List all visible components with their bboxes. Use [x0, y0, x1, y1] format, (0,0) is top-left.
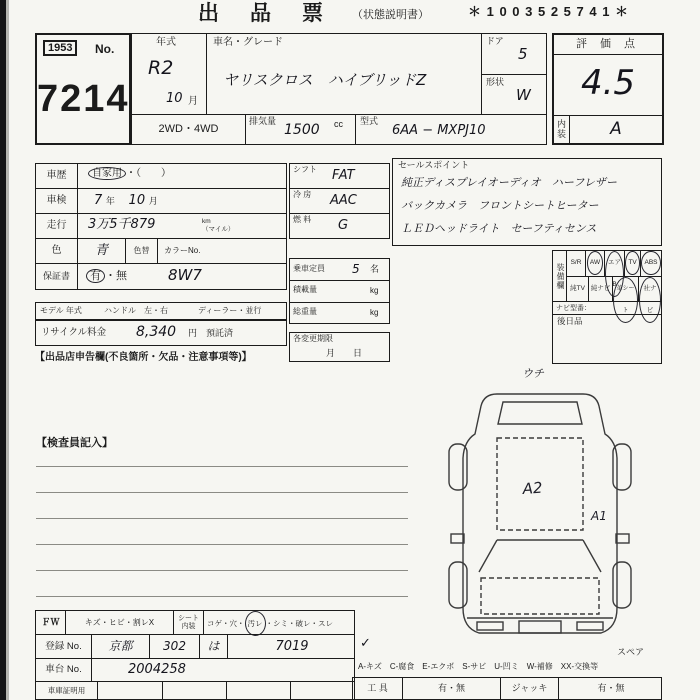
score-label: 評 価 点: [554, 35, 662, 55]
model-type-value: 6AA − MXPJ10: [392, 123, 486, 138]
garage-row: [35, 681, 355, 700]
dealer-label: ディーラー・並行: [198, 306, 262, 315]
inspection-label: 車検: [36, 189, 78, 213]
inspection-month-unit: 月: [148, 196, 158, 206]
equipment-circled: TV: [625, 251, 639, 275]
car-mirror-right: [616, 534, 629, 543]
score-box: [552, 33, 664, 145]
jack-value: 有・無: [597, 683, 625, 693]
load-unit: kg: [370, 286, 379, 295]
equipment-label: 装備欄: [553, 251, 567, 301]
registration-label: 登録 No.: [36, 635, 92, 658]
inspector-line: [36, 518, 408, 519]
car-top-view-diagram: [415, 378, 665, 658]
shape-label: 形状: [486, 77, 505, 87]
chassis-label: 車台 No.: [36, 659, 92, 681]
capacity-divider-1: [290, 280, 389, 281]
registration-kana: は: [200, 635, 228, 658]
form-title: 出 品 票: [198, 2, 328, 25]
change-deadline-value: 月 日: [326, 348, 363, 358]
car-headlight-right: [577, 622, 603, 630]
change-deadline-label: 各変更期限: [293, 334, 333, 343]
recycle-row: [35, 320, 287, 346]
serial-number: ＊ 1 0 0 3 5 2 5 7 4 1 ＊: [468, 4, 630, 19]
equipment-cell: S/R: [567, 251, 586, 276]
ac-value: AAC: [330, 193, 357, 208]
capacity-unit: 名: [370, 264, 380, 274]
sales-line-2: バックカメラ フロントシートヒーター: [401, 199, 599, 212]
equipment-cell: 純ナビ: [589, 277, 613, 302]
capacity-label: 乗車定員: [293, 264, 325, 273]
sales-points-box: [392, 158, 662, 246]
damage-mark-a1: A1: [591, 509, 607, 523]
lot-number: 7214: [37, 78, 130, 120]
mileage-unit-mile: （マイル）: [202, 226, 235, 233]
lot-box: [35, 33, 131, 145]
warranty-circled-value: 有: [86, 269, 105, 283]
garage-cell-divider: [162, 682, 163, 699]
inspection-month: 10: [128, 193, 146, 208]
later-items-label: 後日品: [557, 316, 583, 326]
door-shape-cell: [481, 33, 547, 115]
ac-cell: [289, 188, 390, 214]
door-shape-divider: [482, 74, 546, 75]
warranty-row: [35, 263, 287, 290]
door-value: 5: [518, 45, 528, 63]
equipment-cell: [586, 251, 605, 276]
nav-model-label: ナビ型番：: [556, 305, 591, 312]
equipment-circled: AW: [587, 251, 603, 275]
load-label: 積載量: [293, 285, 317, 294]
grade-label: 車名・グレード: [213, 37, 283, 48]
shift-cell: [289, 163, 390, 189]
color-label: 色: [36, 239, 78, 263]
mileage-row: [35, 213, 287, 239]
fuel-value: G: [338, 218, 349, 233]
garage-cell-divider: [290, 682, 291, 699]
weight-label: 総重量: [293, 307, 317, 316]
tools-row: [352, 677, 662, 700]
color-row: [35, 238, 287, 264]
warranty-rest: ・無: [105, 270, 127, 282]
inspection-row: [35, 188, 287, 214]
inspection-year: 7: [94, 193, 103, 208]
history-value: [88, 167, 171, 180]
year-month-unit: 月: [188, 96, 198, 107]
model-type-label: 型式: [360, 116, 379, 126]
car-windshield: [479, 540, 601, 572]
car-wheel-front-right: [613, 562, 631, 608]
car-rear-window: [498, 402, 582, 424]
jack-label: ジャッキ: [501, 678, 559, 699]
seat-items-pre: コゲ・穴・: [207, 619, 245, 628]
ac-label: 冷 房: [293, 190, 312, 199]
fuel-cell: [289, 213, 390, 239]
year-month-value: 10: [166, 91, 183, 106]
displacement-cell: [245, 114, 356, 145]
equipment-cell: [625, 251, 641, 276]
history-rest: ・（ ）: [126, 168, 171, 179]
capacity-divider-2: [290, 302, 389, 303]
seat-item-circled: 汚レ: [245, 611, 266, 636]
fw-label: ＦＷ: [36, 611, 66, 634]
lot-stamp: 1953: [43, 40, 77, 56]
inspector-section-label: 【検査員記入】: [36, 437, 113, 449]
weight-unit: kg: [370, 308, 379, 317]
door-label: ドア: [486, 36, 504, 46]
declaration-label: 【出品店申告欄(不良箇所・欠品・注意事項等)】: [35, 352, 252, 363]
equipment-circled: エアB: [605, 251, 624, 297]
equipment-circled: ABS: [641, 251, 660, 275]
equipment-cell: [639, 277, 661, 314]
grade-value: ヤリスクロス ハイブリッドZ: [223, 71, 427, 89]
car-mirror-left: [451, 534, 464, 543]
color-no-label: カラーNo.: [164, 246, 201, 255]
model-type-cell: [355, 114, 547, 145]
sales-line-3: ＬＥＤヘッドライト セーフティセンス: [401, 222, 597, 235]
registration-number: 7019: [275, 639, 309, 654]
displacement-value: 1500: [284, 122, 320, 138]
year-label: 年式: [156, 37, 176, 48]
interior-value: A: [610, 119, 622, 139]
sales-line-1: 純正ディスプレイオーディオ ハーフレザー: [401, 176, 617, 189]
car-headlight-left: [477, 622, 503, 630]
chassis-value: 2004258: [128, 662, 186, 677]
registration-row: [35, 634, 355, 659]
mileage-label: 走行: [36, 214, 78, 238]
color-value: 青: [78, 239, 126, 263]
change-deadline-box: [289, 332, 390, 362]
diagram-inner-label: ウチ: [522, 367, 544, 380]
equipment-cell: 純TV: [567, 277, 589, 302]
color-change-label: 色替: [126, 239, 158, 263]
interior-strip: [554, 115, 662, 143]
inspector-line: [36, 596, 408, 597]
capacity-box: [289, 258, 390, 324]
seat-items-post: ・シミ・破レ・スレ: [265, 619, 333, 628]
history-row: [35, 163, 287, 189]
shift-value: FAT: [332, 168, 355, 183]
mileage-unit-km: km: [202, 218, 211, 225]
damage-mark-a2: A2: [522, 478, 544, 498]
garage-label: 車庫証明用: [36, 682, 98, 699]
car-hood-panel: [481, 578, 599, 614]
model-label: モデル 年式: [40, 306, 82, 315]
equipment-cell: [641, 251, 661, 276]
garage-cell-divider: [226, 682, 227, 699]
scan-edge-gray: [6, 0, 9, 700]
inspector-line: [36, 492, 408, 493]
inspector-line: [36, 570, 408, 571]
sales-points-label: セールスポイント: [398, 160, 470, 170]
drive-cell: [131, 114, 246, 145]
inspection-year-unit: 年: [105, 196, 115, 206]
mileage-unit: [202, 218, 234, 234]
warranty-label: 保証書: [36, 264, 78, 289]
car-wheel-front-left: [449, 562, 467, 608]
form-subtitle: （状態説明書）: [352, 9, 429, 21]
equipment-circled: 革シート: [613, 277, 638, 323]
equipment-cell: [605, 251, 625, 288]
score-value: 4.5: [580, 63, 636, 103]
interior-label: 内装: [554, 116, 570, 143]
equipment-cell: [613, 277, 639, 314]
displacement-label: 排気量: [249, 116, 277, 126]
handle-label: ハンドル 左・右: [104, 306, 168, 315]
condition-row: [35, 610, 355, 635]
tool-label: 工 具: [353, 678, 403, 699]
warranty-value: [86, 269, 127, 283]
history-label: 車歴: [36, 164, 78, 188]
shape-value: W: [516, 86, 531, 104]
chassis-row: [35, 658, 355, 682]
history-circled-value: 自家用: [88, 167, 126, 180]
capacity-value: 5: [352, 262, 360, 276]
recycle-unit: 円 預託済: [188, 328, 234, 338]
mileage-value: 3万5千879: [88, 217, 156, 232]
equipment-circled: 社ナビ: [639, 277, 661, 323]
seat-interior-label: シート内装: [174, 611, 204, 634]
color-no-value: 8W7: [168, 266, 202, 284]
grade-cell: [206, 33, 482, 115]
registration-area: 京都: [92, 635, 150, 658]
drive-label: 2WD・4WD: [158, 123, 219, 135]
damage-code-legend: A-キズ C-腐食 E-エクボ S-サビ U-凹ミ W-補修 XX-交換等: [358, 662, 599, 671]
registration-check-mark: ✓: [360, 636, 371, 651]
inspector-line: [36, 544, 408, 545]
inspection-value: [94, 193, 158, 208]
model-strip: [35, 302, 287, 320]
tool-value: 有・無: [403, 678, 501, 699]
spare-label: スペア: [617, 647, 645, 657]
shift-label: シフト: [293, 165, 317, 174]
car-license-plate: [519, 621, 561, 633]
inspector-line: [36, 466, 408, 467]
recycle-label: リサイクル料金: [41, 327, 107, 338]
year-value: R2: [148, 57, 174, 79]
lot-no-label: No.: [95, 42, 115, 56]
fuel-label: 燃 料: [293, 215, 312, 224]
recycle-value: 8,340: [136, 324, 177, 340]
nav-model-row: [552, 301, 662, 315]
registration-class: 302: [150, 635, 200, 658]
year-cell: [131, 33, 207, 115]
later-items-box: [552, 314, 662, 364]
seat-items: [204, 611, 356, 634]
displacement-unit: cc: [334, 119, 343, 129]
fw-items: キズ・ヒビ・割レX: [66, 611, 174, 634]
